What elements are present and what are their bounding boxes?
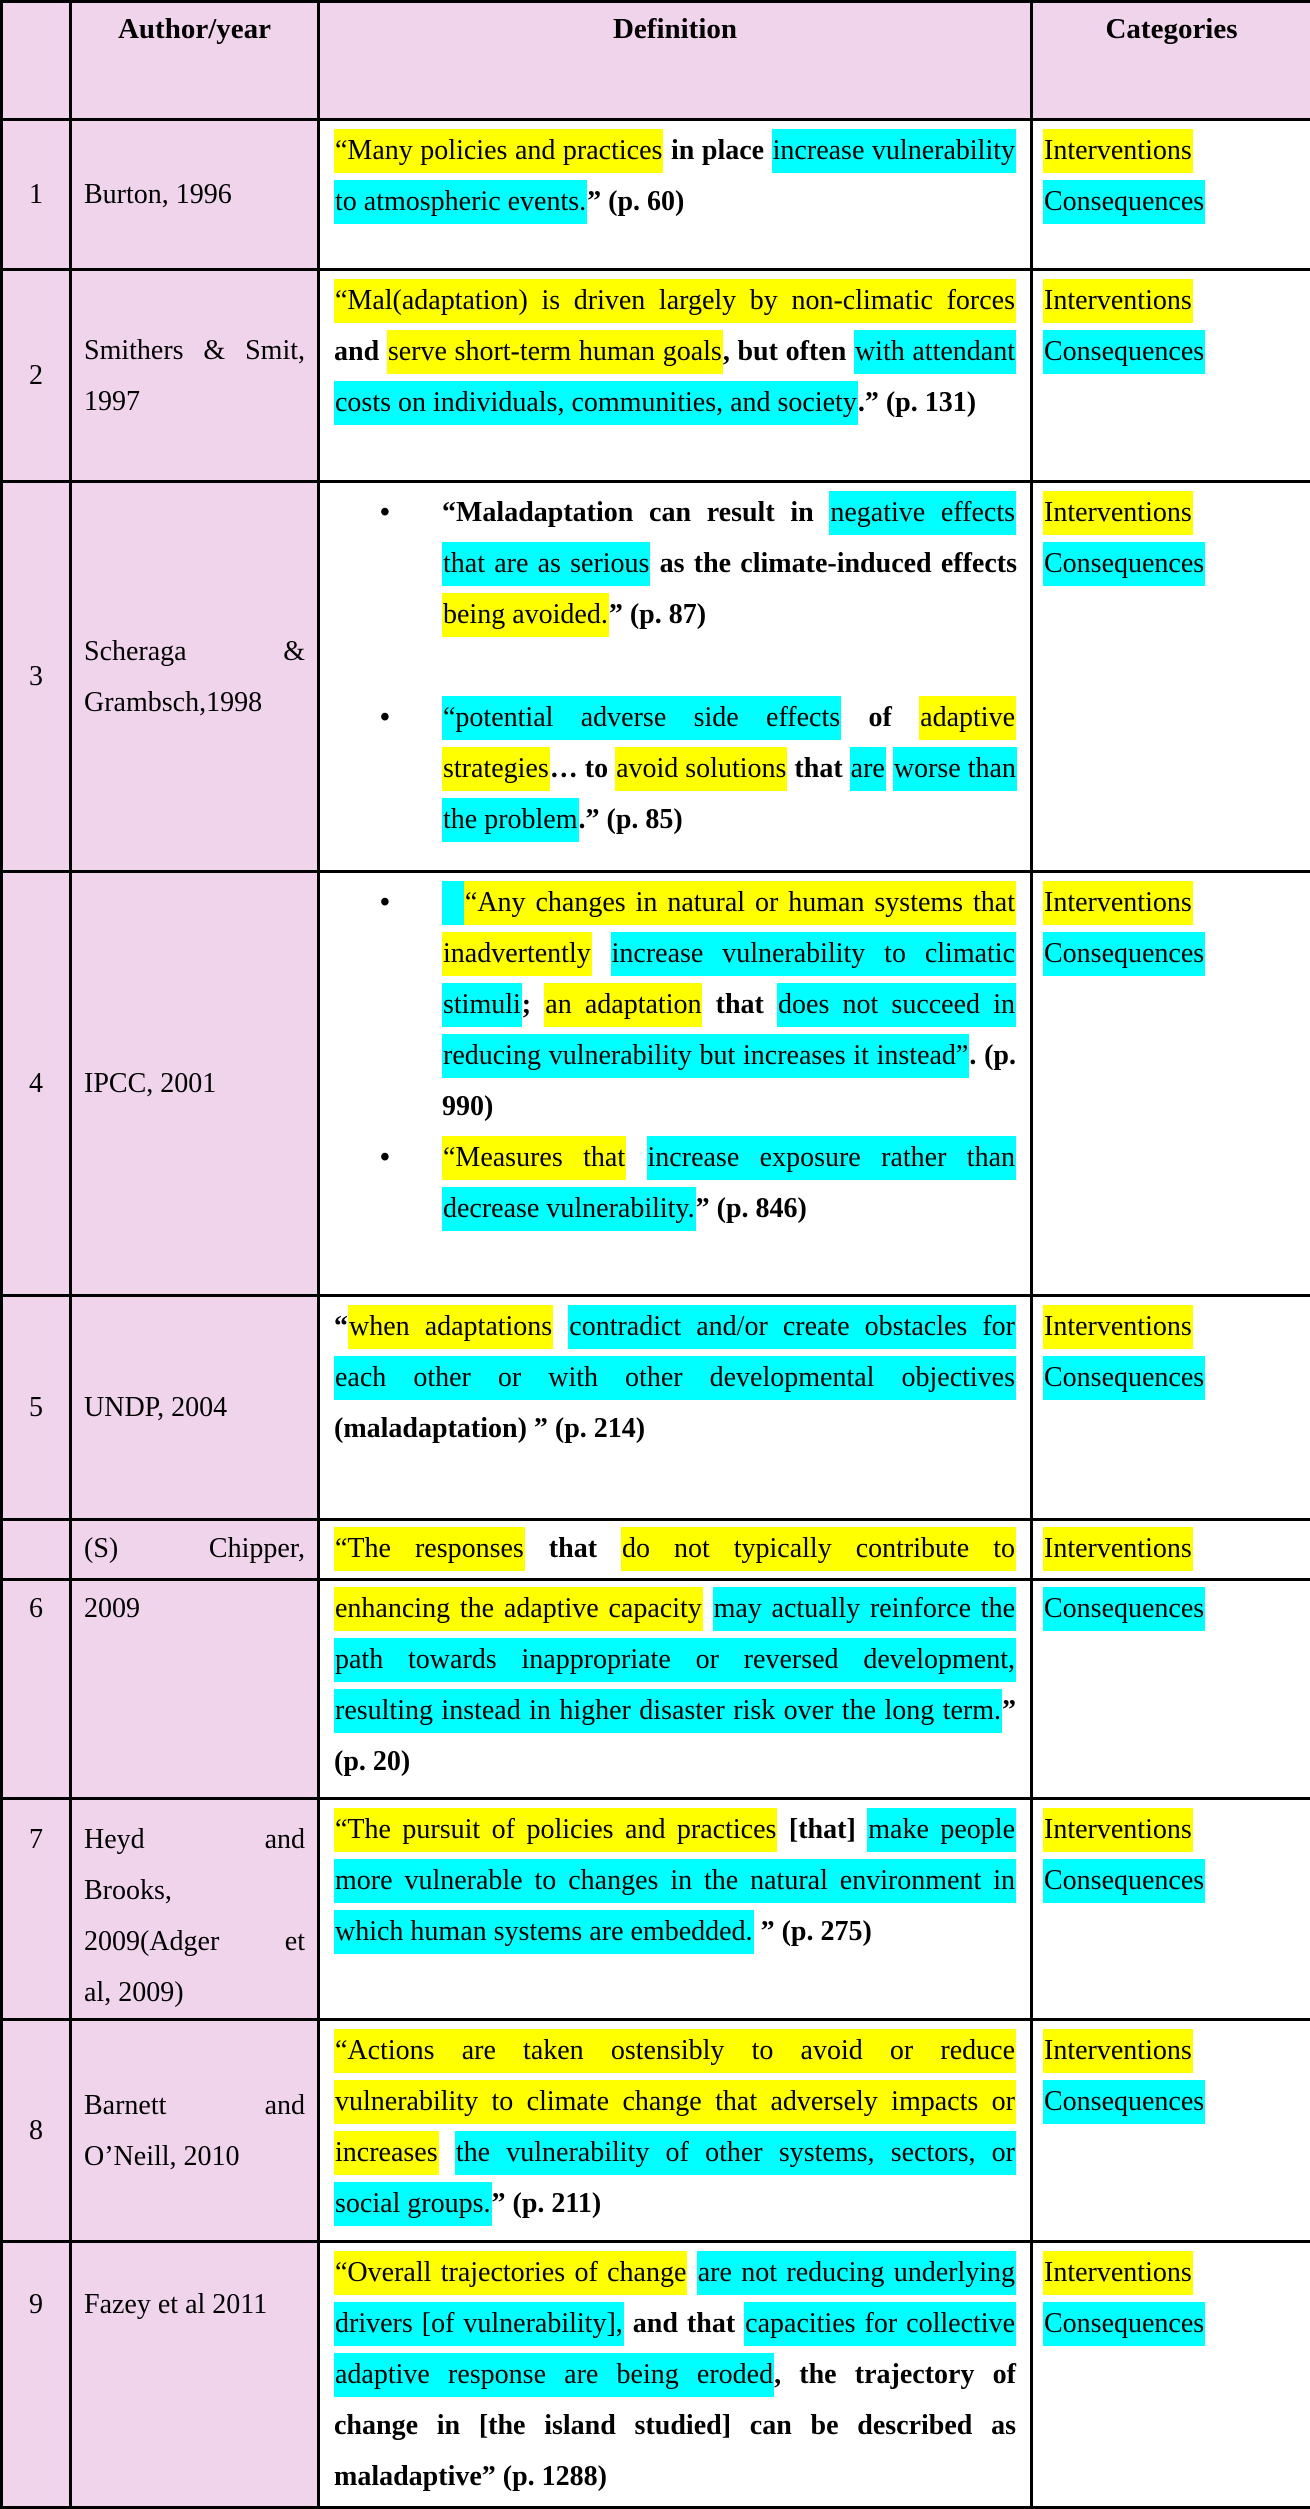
definition-cell [319,872,1032,1296]
bullet-icon: • [380,692,390,743]
plain-segment [687,2257,696,2288]
categories-cell [1032,482,1310,872]
definition-cell [319,482,1032,872]
definition-paragraph [334,125,1016,227]
category-consequences [1043,2076,1302,2127]
row-number-cell [2,120,71,270]
consequences-label: Consequences [1043,180,1205,224]
highlight-cyan-segment: capacities for collective adaptive response are being eroded [334,2302,1016,2397]
category-consequences [1043,538,1302,589]
row-number: 7 [29,1824,43,1855]
definition-bullet-paragraph [334,1132,1016,1234]
categories-cell [1032,1580,1310,1799]
plain-segment: … to [550,753,615,784]
definition-cell [319,1520,1032,1580]
author-cell [71,1520,319,1580]
definition-paragraph [334,1301,1016,1454]
categories-cell [1032,1520,1310,1580]
plain-segment: ” (p. 275) [754,1916,872,1947]
author-cell [71,1296,319,1520]
plain-segment: that [702,989,777,1020]
author-line: Fazey et al 2011 [72,2279,317,2330]
row-number: 6 [29,1593,43,1624]
author-line: IPCC, 2001 [72,1058,317,1109]
highlight-cyan-segment: negative effects that are as serious [442,491,1016,586]
category-interventions [1043,1804,1302,1855]
category-interventions [1043,2025,1302,2076]
highlight-yellow-segment: “Measures that [442,1136,626,1180]
header-definition-cell [319,2,1032,120]
highlight-cyan-segment: make people more vulnerable to changes in the natural environment in which human systems are embedded. [334,1808,1016,1954]
table-row [2,482,1310,872]
definition-cell [319,2242,1032,2508]
table-row [2,1296,1310,1520]
row-number: 3 [29,661,43,692]
highlight-cyan-segment: are [850,747,886,791]
row-number: 9 [29,2289,43,2320]
categories-cell [1032,2020,1310,2242]
category-consequences [1043,928,1302,979]
table-row [2,2020,1310,2242]
highlight-cyan-segment: may actually reinforce the path towards inappropriate or reversed development, resulting instead in higher disaster risk over the long term. [334,1587,1016,1733]
author-cell [71,1580,319,1799]
row-number-cell [2,270,71,482]
categories-cell [1032,872,1310,1296]
author-line: Scheraga & [72,626,317,677]
author-line: Grambsch,1998 [72,677,317,728]
author-line: 1997 [72,376,317,427]
definition-paragraph [334,1523,1016,1574]
highlight-yellow-segment: do not typically contribute to [621,1527,1016,1571]
interventions-label: Interventions [1043,881,1193,925]
header-author-cell [71,2,319,120]
highlight-yellow-segment: “Many policies and practices [334,129,663,173]
row-number-cell [2,1580,71,1799]
definition-paragraph [334,2247,1016,2502]
author-cell [71,270,319,482]
highlight-yellow-segment: “The pursuit of policies and practices [334,1808,777,1852]
plain-segment: of [841,702,919,733]
consequences-label: Consequences [1043,542,1205,586]
plain-segment: ; [522,989,544,1020]
interventions-label: Interventions [1043,1305,1193,1349]
plain-segment: “Maladaptation can result in [442,497,829,528]
header-author-label: Author/year [118,13,271,45]
author-line: 2009(Adger et [72,1916,317,1967]
definition-cell [319,120,1032,270]
highlight-cyan-segment: increase vulnerability to climatic stimuli [442,932,1016,1027]
consequences-label: Consequences [1043,932,1205,976]
category-interventions [1043,275,1302,326]
definition-cell [319,1296,1032,1520]
table-row [2,1799,1310,2020]
category-interventions [1043,125,1302,176]
plain-segment: ” (p. 20) [334,1695,1016,1777]
author-line: O’Neill, 2010 [72,2131,317,2182]
bullet-icon: • [380,487,390,538]
plain-segment: ” (p. 87) [609,599,706,630]
plain-segment [553,1311,568,1342]
row-number-cell [2,1520,71,1580]
category-consequences [1043,326,1302,377]
plain-segment: .” (p. 131) [858,387,976,418]
author-line: Burton, 1996 [72,169,317,220]
plain-segment [626,1142,646,1173]
highlight-cyan-segment: “potential adverse side effects [442,696,841,740]
plain-segment: in place [663,135,771,166]
highlight-yellow-segment: avoid solutions [615,747,787,791]
categories-cell [1032,270,1310,482]
row-number: 8 [29,2115,43,2146]
plain-segment: , the trajectory of change in [the island studied] can be described as maladaptive” (p. 1288) [334,2359,1016,2492]
consequences-label: Consequences [1043,2302,1205,2346]
plain-segment: that [787,753,849,784]
category-consequences [1043,1855,1302,1906]
highlight-yellow-segment: adaptive strategies [442,696,1016,791]
category-interventions [1043,1301,1302,1352]
plain-segment: .” (p. 85) [579,804,683,835]
highlight-yellow-segment: “Any changes in natural or human systems that inadvertently [442,881,1016,976]
highlight-yellow-segment: when adaptations [348,1305,553,1349]
author-cell [71,482,319,872]
definition-bullet-paragraph [334,487,1016,640]
table-row [2,1520,1310,1580]
interventions-label: Interventions [1043,1808,1193,1852]
author-cell [71,2020,319,2242]
highlight-cyan-segment: does not succeed in reducing vulnerability but increases it instead” [442,983,1016,1078]
header-definition-label: Definition [613,13,737,45]
author-line: Barnett and [72,2080,317,2131]
author-line: Heyd and [72,1814,317,1865]
interventions-label: Interventions [1043,2251,1193,2295]
category-interventions [1043,877,1302,928]
plain-segment: , but often [723,336,854,367]
highlight-yellow-segment: an adaptation [544,983,702,1027]
bullet-icon: • [380,877,390,928]
table-row [2,270,1310,482]
highlight-cyan-segment: contradict and/or create obstacles for each other or with other developmental objectives [334,1305,1016,1400]
row-number: 2 [29,360,43,391]
table-row [2,120,1310,270]
row-number-cell [2,1296,71,1520]
highlight-yellow-segment: “The responses [334,1527,525,1571]
header-categories-label: Categories [1105,13,1237,45]
definition-paragraph [334,1804,1016,1957]
consequences-label: Consequences [1043,330,1205,374]
row-number-cell [2,482,71,872]
author-line: (S) Chipper, [72,1523,317,1574]
highlight-cyan-segment: increase vulnerability to atmospheric events. [334,129,1016,224]
author-cell [71,872,319,1296]
plain-segment: ” (p. 211) [492,2188,602,2219]
plain-segment: ” (p. 846) [696,1193,807,1224]
author-line: UNDP, 2004 [72,1382,317,1433]
row-number-cell [2,872,71,1296]
highlight-cyan-segment [442,881,464,925]
plain-segment: that [525,1533,621,1564]
interventions-label: Interventions [1043,279,1193,323]
category-consequences [1043,1352,1302,1403]
plain-segment [592,938,611,969]
row-number: 4 [29,1068,43,1099]
table-row [2,1580,1310,1799]
plain-segment: “ [334,1311,348,1342]
category-consequences [1043,2298,1302,2349]
categories-cell [1032,120,1310,270]
header-num-cell [2,2,71,120]
table-row [2,2242,1310,2508]
consequences-label: Consequences [1043,1356,1205,1400]
definition-bullet-paragraph [334,692,1016,845]
plain-segment: ” (p. 60) [587,186,684,217]
highlight-cyan-segment: worse than the problem [442,747,1017,842]
definition-paragraph [334,2025,1016,2229]
row-number-cell [2,2020,71,2242]
highlight-cyan-segment: the vulnerability of other systems, sectors, or social groups. [334,2131,1016,2226]
category-interventions [1043,2247,1302,2298]
row-number: 1 [29,179,43,210]
row-number: 5 [29,1392,43,1423]
plain-segment: as the climate-induced effects [650,548,1017,579]
plain-segment [439,2137,455,2168]
row-number-cell [2,2242,71,2508]
plain-segment: . (p. 990) [442,1040,1016,1122]
header-row [2,2,1310,120]
categories-cell [1032,2242,1310,2508]
definition-bullet-paragraph [334,877,1016,1132]
interventions-label: Interventions [1043,1527,1193,1571]
highlight-yellow-segment: “Actions are taken ostensibly to avoid or reduce vulnerability to climate change that adversely impacts or increases [334,2029,1016,2175]
plain-segment: and that [624,2308,744,2339]
author-cell [71,2242,319,2508]
definition-paragraph [334,1583,1016,1787]
author-line: al, 2009) [72,1967,317,2018]
author-line: 2009 [72,1583,317,1634]
interventions-label: Interventions [1043,491,1193,535]
categories-cell [1032,1799,1310,2020]
highlight-cyan-segment: increase exposure rather than decrease vulnerability. [442,1136,1016,1231]
header-categories-cell [1032,2,1310,120]
definition-cell [319,1580,1032,1799]
plain-segment: (maladaptation) ” (p. 214) [334,1413,645,1444]
author-cell [71,1799,319,2020]
author-line: Brooks, [72,1865,317,1916]
highlight-cyan-segment: are not reducing underlying drivers [of vulnerability], [334,2251,1016,2346]
interventions-label: Interventions [1043,129,1193,173]
interventions-label: Interventions [1043,2029,1193,2073]
plain-segment: [that] [777,1814,867,1845]
highlight-yellow-segment: enhancing the adaptive capacity [334,1587,703,1631]
category-consequences [1043,176,1302,227]
author-line: Smithers & Smit, [72,325,317,376]
category-interventions [1043,487,1302,538]
author-cell [71,120,319,270]
highlight-yellow-segment: being avoided. [442,593,609,637]
plain-segment [886,753,893,784]
table-row [2,872,1310,1296]
highlight-yellow-segment: “Overall trajectories of change [334,2251,687,2295]
highlight-cyan-segment: with attendant costs on individuals, communities, and society [334,330,1016,425]
category-consequences [1043,1583,1302,1634]
bullet-icon: • [380,1132,390,1183]
category-interventions [1043,1523,1302,1574]
consequences-label: Consequences [1043,1859,1205,1903]
consequences-label: Consequences [1043,2080,1205,2124]
highlight-yellow-segment: serve short-term human goals [387,330,723,374]
consequences-label: Consequences [1043,1587,1205,1631]
plain-segment: and [334,336,387,367]
highlight-yellow-segment: “Mal(adaptation) is driven largely by non-climatic forces [334,279,1016,323]
plain-segment [703,1593,713,1624]
definition-cell [319,2020,1032,2242]
definition-cell [319,1799,1032,2020]
definition-paragraph [334,275,1016,428]
categories-cell [1032,1296,1310,1520]
definition-cell [319,270,1032,482]
row-number-cell [2,1799,71,2020]
